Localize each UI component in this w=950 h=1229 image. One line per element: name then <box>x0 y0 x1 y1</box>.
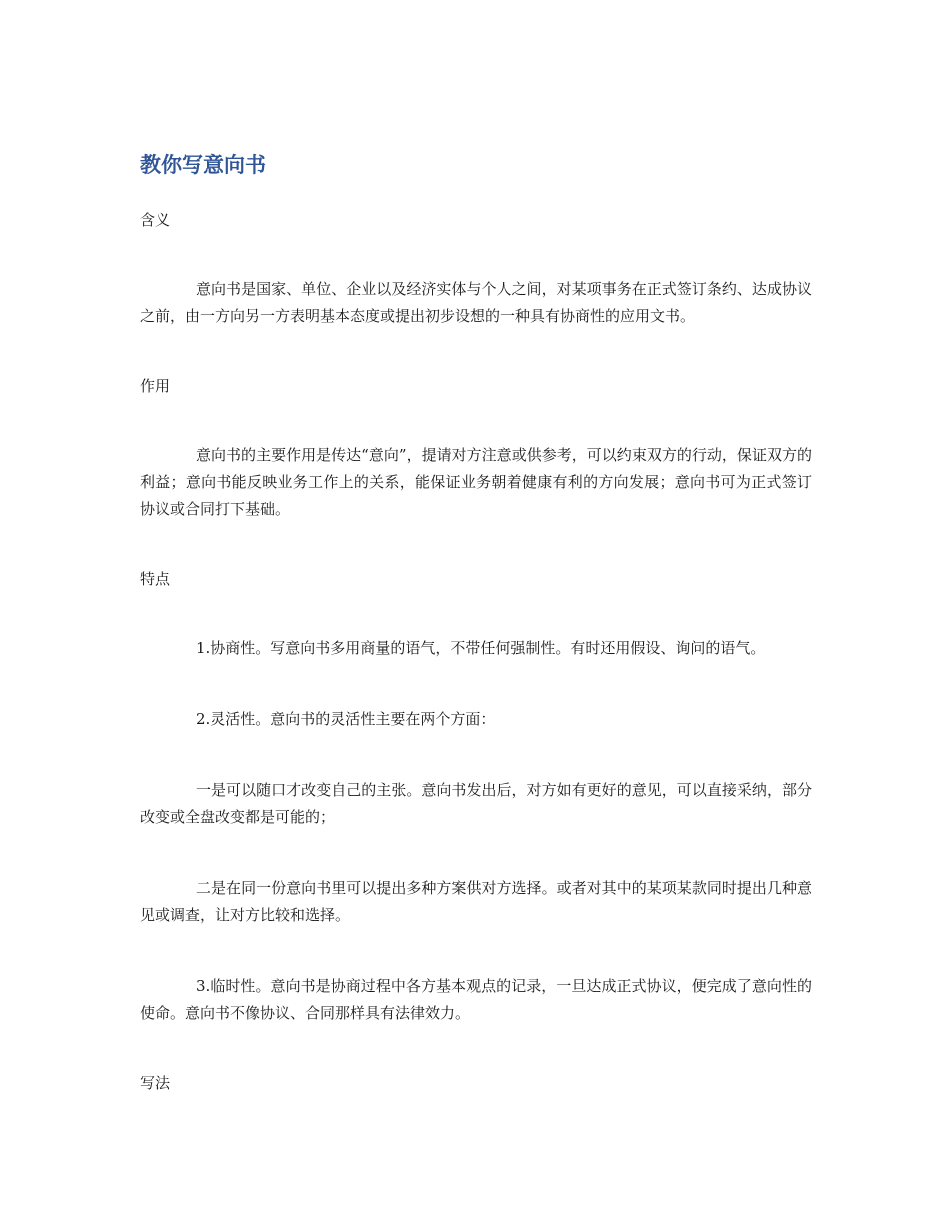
paragraph-feature-temporary: 3.临时性。意向书是协商过程中各方基本观点的记录，一旦达成正式协议，便完成了意向性的使命。意向书不像协议、合同那样具有法律效力。 <box>140 977 812 1022</box>
section-heading-meaning: 含义 <box>140 211 171 229</box>
paragraph-flexibility-point-one: 一是可以随口才改变自己的主张。意向书发出后，对方如有更好的意见，可以直接采纳，部分改变或全盘改变都是可能的； <box>140 781 812 826</box>
paragraph-flexibility-point-two: 二是在同一份意向书里可以提出多种方案供对方选择。或者对其中的某项某款同时提出几种意见或调查，让对方比较和选择。 <box>140 879 812 924</box>
paragraph-meaning: 意向书是国家、单位、企业以及经济实体与个人之间，对某项事务在正式签订条约、达成协议之前，由一方向另一方表明基本态度或提出初步设想的一种具有协商性的应用文书。 <box>140 280 812 325</box>
paragraph-feature-flexibility: 2.灵活性。意向书的灵活性主要在两个方面： <box>196 710 496 728</box>
section-heading-function: 作用 <box>140 377 171 395</box>
section-heading-writing: 写法 <box>140 1074 171 1092</box>
paragraph-function: 意向书的主要作用是传达“意向”，提请对方注意或供参考，可以约束双方的行动，保证双方的利益；意向书能反映业务工作上的关系，能保证业务朝着健康有利的方向发展；意向书可为正式签订协议或合同打下基础。 <box>140 446 812 518</box>
section-heading-features: 特点 <box>140 570 171 588</box>
page-title: 教你写意向书 <box>140 153 266 177</box>
document-page <box>140 148 812 1139</box>
paragraph-feature-consultative: 1.协商性。写意向书多用商量的语气，不带任何强制性。有时还用假设、询问的语气。 <box>196 639 766 657</box>
